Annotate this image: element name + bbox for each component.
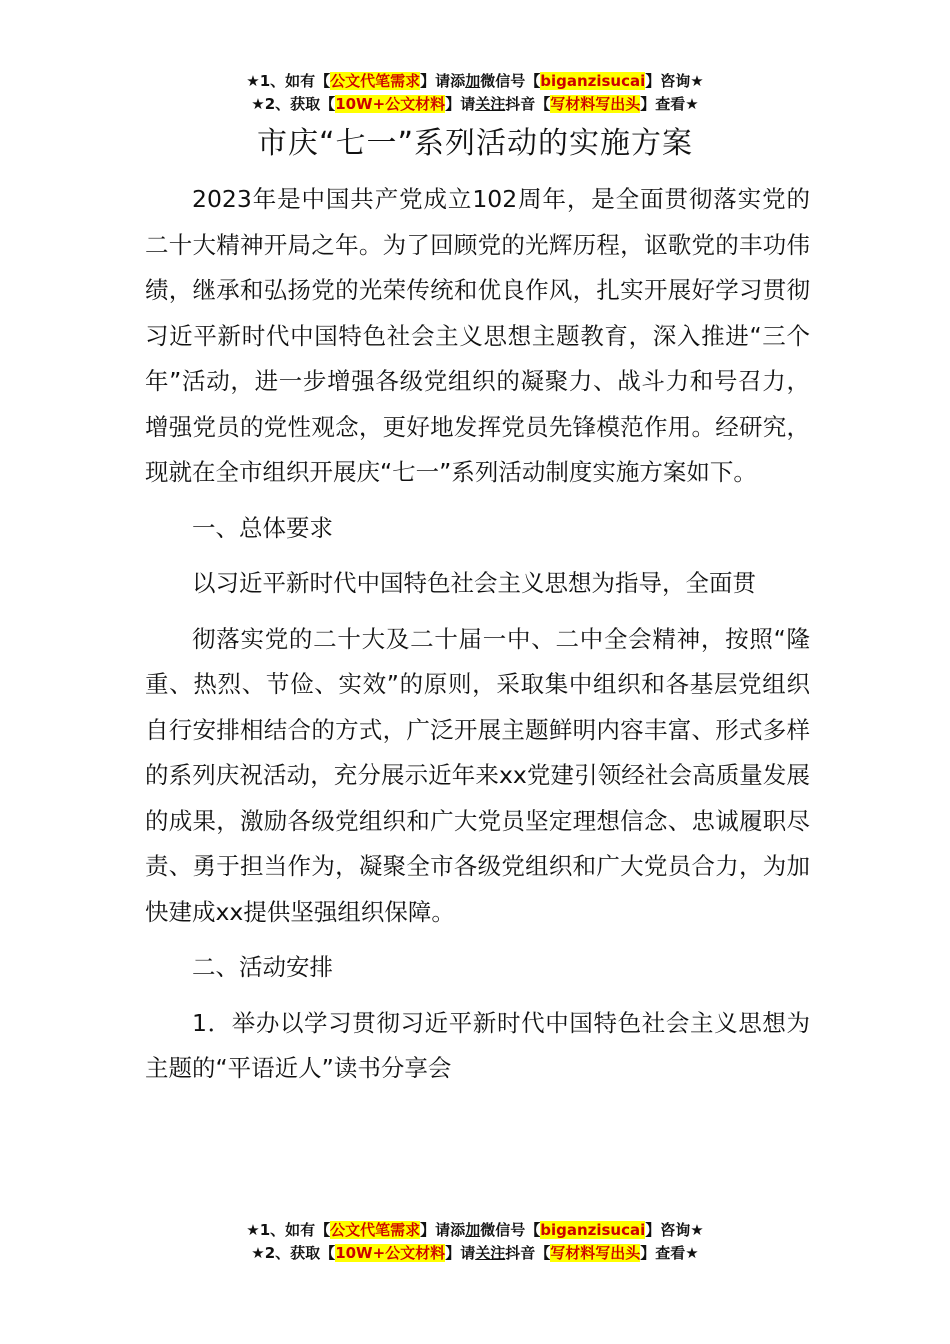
section-heading-2: 二、活动安排 [192, 953, 333, 981]
highlight-douyin-account: 写材料写出头 [550, 1244, 641, 1262]
body-paragraph: 以习近平新时代中国特色社会主义思想为指导，全面贯 [192, 569, 756, 597]
body-paragraph: 彻落实党的二十大及二十届一中、二中全会精神，按照“隆重、热烈、节俭、实效”的原则，采取集中组织和各基层党组织自行安排相结合的方式，广泛开展主题鲜明内容丰富、形式多样的系列庆祝活动，充分展示近年来xx党建引领经社会高质量发展的成果，激励各级党组织和广大党员坚定理想信念、忠诚履职尽责、勇于担当作为，凝聚全市各级党组织和广大党员合力，为加快建成xx提供坚强组织保障。 [145, 624, 810, 926]
document-body [145, 177, 810, 1092]
promo-banner-top [0, 70, 950, 116]
promo-banner-bottom [0, 1219, 950, 1265]
promo-line-1: ★1、如有【公文代笔需求】请添加微信号【biganzisucai】咨询★ [246, 72, 704, 90]
highlight-service: 公文代笔需求 [330, 72, 421, 90]
highlight-materials: 10W+公文材料 [335, 1244, 446, 1262]
highlight-wechat-id: biganzisucai [540, 1221, 646, 1239]
intro-paragraph: 2023年是中国共产党成立102周年，是全面贯彻落实党的二十大精神开局之年。为了回顾党的光辉历程，讴歌党的丰功伟绩，继承和弘扬党的光荣传统和优良作风，扎实开展好学习贯彻习近平新时代中国特色社会主义思想主题教育，深入推进“三个年”活动，进一步增强各级党组织的凝聚力、战斗力和号召力，增强党员的党性观念，更好地发挥党员先锋模范作用。经研究，现就在全市组织开展庆“七一”系列活动制度实施方案如下。 [145, 185, 810, 486]
section-heading-1: 一、总体要求 [192, 513, 333, 542]
document-title: 市庆“七一”系列活动的实施方案 [256, 126, 694, 161]
promo-line-2: ★2、获取【10W+公文材料】请关注抖音【写材料写出头】查看★ [251, 95, 699, 113]
highlight-materials: 10W+公文材料 [335, 95, 446, 113]
highlight-service: 公文代笔需求 [330, 1221, 421, 1239]
list-item: 1．举办以学习贯彻习近平新时代中国特色社会主义思想为主题的“平语近人”读书分享会 [145, 1008, 810, 1082]
highlight-douyin-account: 写材料写出头 [550, 95, 641, 113]
highlight-wechat-id: biganzisucai [540, 72, 646, 90]
promo-line-1: ★1、如有【公文代笔需求】请添加微信号【biganzisucai】咨询★ [246, 1221, 704, 1239]
promo-line-2: ★2、获取【10W+公文材料】请关注抖音【写材料写出头】查看★ [251, 1244, 699, 1262]
